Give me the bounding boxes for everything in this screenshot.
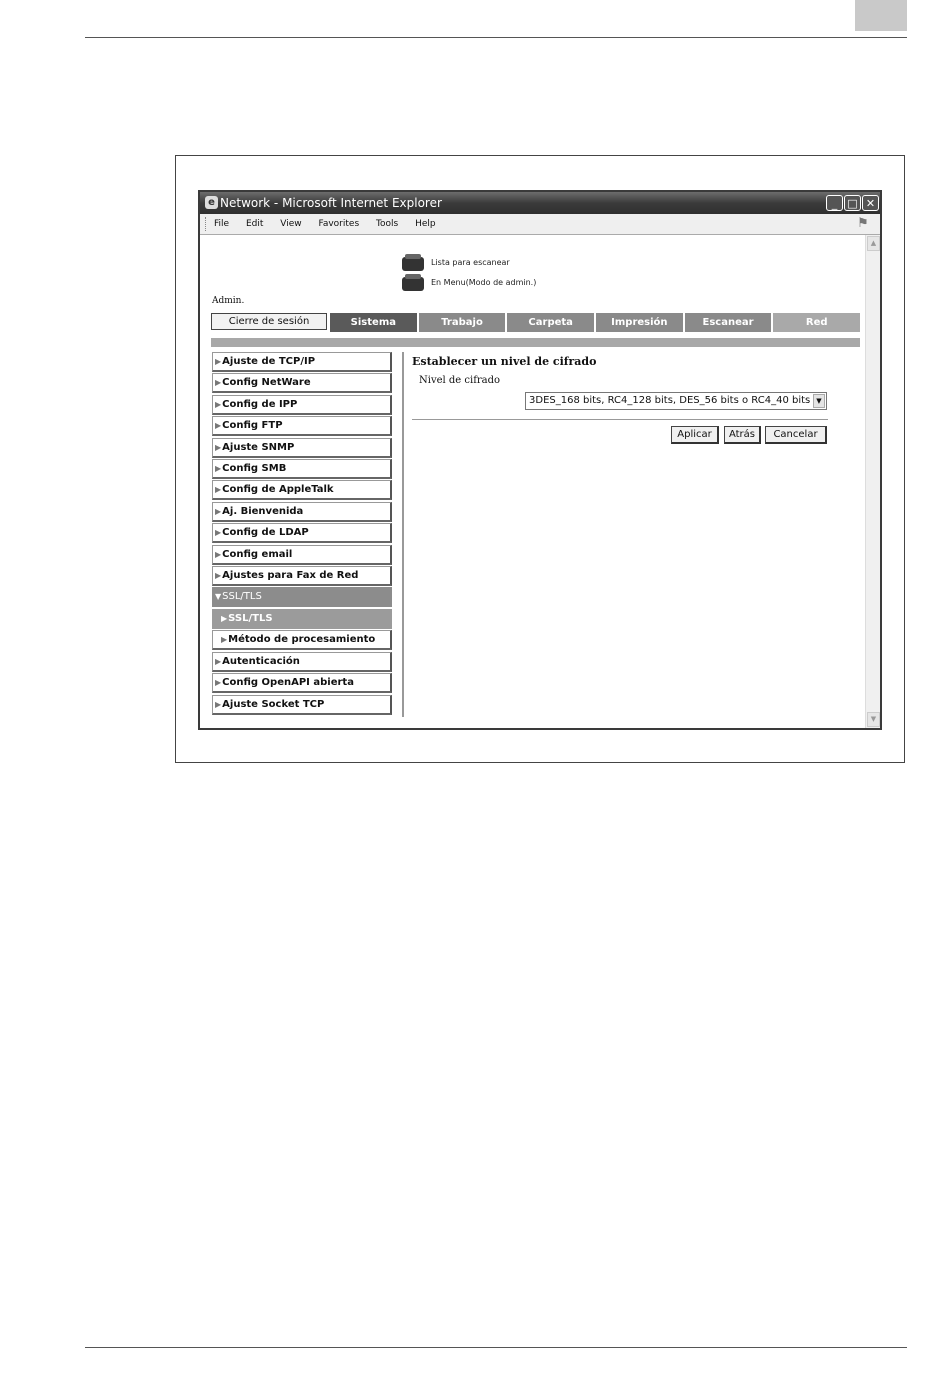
sidebar-item-label: Aj. Bienvenida	[222, 505, 304, 517]
sidebar-item-label: Config de AppleTalk	[222, 484, 334, 496]
tab-carpeta[interactable]: Carpeta	[505, 313, 594, 332]
sidebar-item-appletalk[interactable]	[212, 480, 392, 500]
sidebar-item-tcpip[interactable]	[212, 352, 392, 372]
sidebar-item-label: Ajuste Socket TCP	[222, 698, 325, 710]
tab-escanear[interactable]: Escanear	[683, 313, 772, 332]
tab-red[interactable]: Red	[771, 313, 860, 332]
sidebar-item-bienvenida[interactable]	[212, 502, 392, 522]
select-value: 3DES_168 bits, RC4_128 bits, DES_56 bits o RC4_40 bits	[529, 395, 811, 406]
sidebar-item-label: Autenticación	[222, 655, 300, 667]
form-divider	[412, 419, 828, 420]
scroll-up-icon[interactable]: ▲	[867, 236, 880, 251]
sidebar-item-label: SSL/TLS	[222, 591, 262, 603]
maximize-button[interactable]: □	[844, 195, 861, 211]
close-button[interactable]: ✕	[862, 195, 879, 211]
toolbar-grip	[205, 217, 208, 231]
arrow-right-icon: ▶	[215, 506, 222, 516]
menu-bar	[200, 214, 880, 235]
encryption-level-select[interactable]	[525, 392, 827, 410]
sidebar-item-label: Config SMB	[222, 463, 287, 475]
sidebar-item-ipp[interactable]	[212, 395, 392, 415]
sidebar-item-fax-red[interactable]	[212, 566, 392, 586]
cancel-button[interactable]: Cancelar	[765, 426, 827, 444]
chevron-down-icon[interactable]: ▼	[813, 394, 825, 408]
browser-window	[198, 190, 882, 730]
footer-rule	[85, 1347, 907, 1348]
sidebar-item-snmp[interactable]	[212, 438, 392, 458]
arrow-right-icon: ▶	[215, 442, 222, 452]
sidebar-item-ldap[interactable]	[212, 523, 392, 543]
sidebar-section-ssl-tls[interactable]	[212, 587, 392, 607]
window-title: Network - Microsoft Internet Explorer	[220, 196, 442, 210]
page-title: Establecer un nivel de cifrado	[412, 355, 597, 368]
sidebar-item-email[interactable]	[212, 545, 392, 565]
tab-impresion[interactable]: Impresión	[594, 313, 683, 332]
printer-icon	[402, 277, 424, 291]
page-viewport	[200, 235, 880, 728]
logout-button[interactable]: Cierre de sesión	[211, 313, 327, 330]
arrow-right-icon: ▶	[215, 464, 222, 474]
back-button[interactable]: Atrás	[724, 426, 761, 444]
arrow-right-icon: ▶	[215, 656, 222, 666]
tab-underbar	[211, 338, 860, 347]
sidebar-subitem-metodo[interactable]	[212, 630, 392, 650]
sidebar-item-label: Config NetWare	[222, 377, 311, 389]
sidebar-subitem-ssl-tls[interactable]	[212, 609, 392, 629]
arrow-right-icon: ▶	[215, 399, 222, 409]
sidebar-item-label: Ajuste SNMP	[222, 441, 295, 453]
sidebar-item-netware[interactable]	[212, 373, 392, 393]
menu-tools[interactable]: Tools	[376, 219, 399, 229]
arrow-right-icon: ▶	[215, 357, 222, 366]
menu-edit[interactable]: Edit	[245, 219, 264, 229]
sidebar-item-label: Ajuste de TCP/IP	[222, 356, 316, 367]
content-divider	[402, 352, 404, 717]
arrow-right-icon: ▶	[215, 485, 222, 495]
arrow-down-icon: ▼	[215, 592, 222, 602]
arrow-right-icon: ▶	[221, 613, 228, 623]
arrow-right-icon: ▶	[215, 571, 222, 581]
arrow-right-icon: ▶	[215, 699, 222, 709]
main-tabs	[328, 313, 860, 332]
sidebar-item-smb[interactable]	[212, 459, 392, 479]
sidebar-nav	[212, 352, 392, 716]
encryption-level-label: Nivel de cifrado	[419, 375, 501, 386]
admin-label: Admin.	[212, 296, 245, 306]
device-status-label: En Menu(Modo de admin.)	[431, 278, 537, 287]
tab-sistema[interactable]: Sistema	[328, 313, 417, 332]
sidebar-item-label: Config de LDAP	[222, 527, 309, 539]
menu-help[interactable]: Help	[415, 219, 436, 229]
windows-flag-icon: ⚑	[857, 216, 869, 231]
ie-logo-icon: e	[205, 196, 218, 209]
menu-file[interactable]: File	[214, 219, 230, 229]
scanner-icon	[402, 257, 424, 271]
sidebar-item-autenticacion[interactable]	[212, 652, 392, 672]
arrow-right-icon: ▶	[215, 421, 222, 431]
device-status-label: Lista para escanear	[431, 258, 510, 267]
scroll-down-icon[interactable]: ▼	[867, 712, 880, 727]
header-rule	[85, 37, 907, 38]
sidebar-item-label: Método de procesamiento	[228, 634, 376, 646]
title-bar	[200, 192, 880, 214]
page-number-tab	[855, 0, 907, 31]
sidebar-item-label: Config de IPP	[222, 398, 298, 410]
arrow-right-icon: ▶	[215, 549, 222, 559]
sidebar-item-label: Config email	[222, 548, 293, 560]
arrow-right-icon: ▶	[215, 378, 222, 388]
menu-favorites[interactable]: Favorites	[318, 219, 360, 229]
sidebar-item-label: Ajustes para Fax de Red	[222, 570, 359, 582]
vertical-scrollbar[interactable]	[865, 235, 880, 728]
sidebar-item-openapi[interactable]	[212, 673, 392, 693]
arrow-right-icon: ▶	[221, 635, 228, 645]
sidebar-item-label: Config FTP	[222, 420, 283, 432]
menu-view[interactable]: View	[280, 219, 302, 229]
apply-button[interactable]: Aplicar	[671, 426, 719, 444]
minimize-button[interactable]: _	[826, 195, 843, 211]
tab-trabajo[interactable]: Trabajo	[417, 313, 506, 332]
sidebar-item-label: SSL/TLS	[228, 612, 273, 624]
sidebar-item-socket-tcp[interactable]	[212, 695, 392, 715]
arrow-right-icon: ▶	[215, 678, 222, 688]
sidebar-item-ftp[interactable]	[212, 416, 392, 436]
sidebar-item-label: Config OpenAPI abierta	[222, 677, 354, 689]
arrow-right-icon: ▶	[215, 528, 222, 538]
